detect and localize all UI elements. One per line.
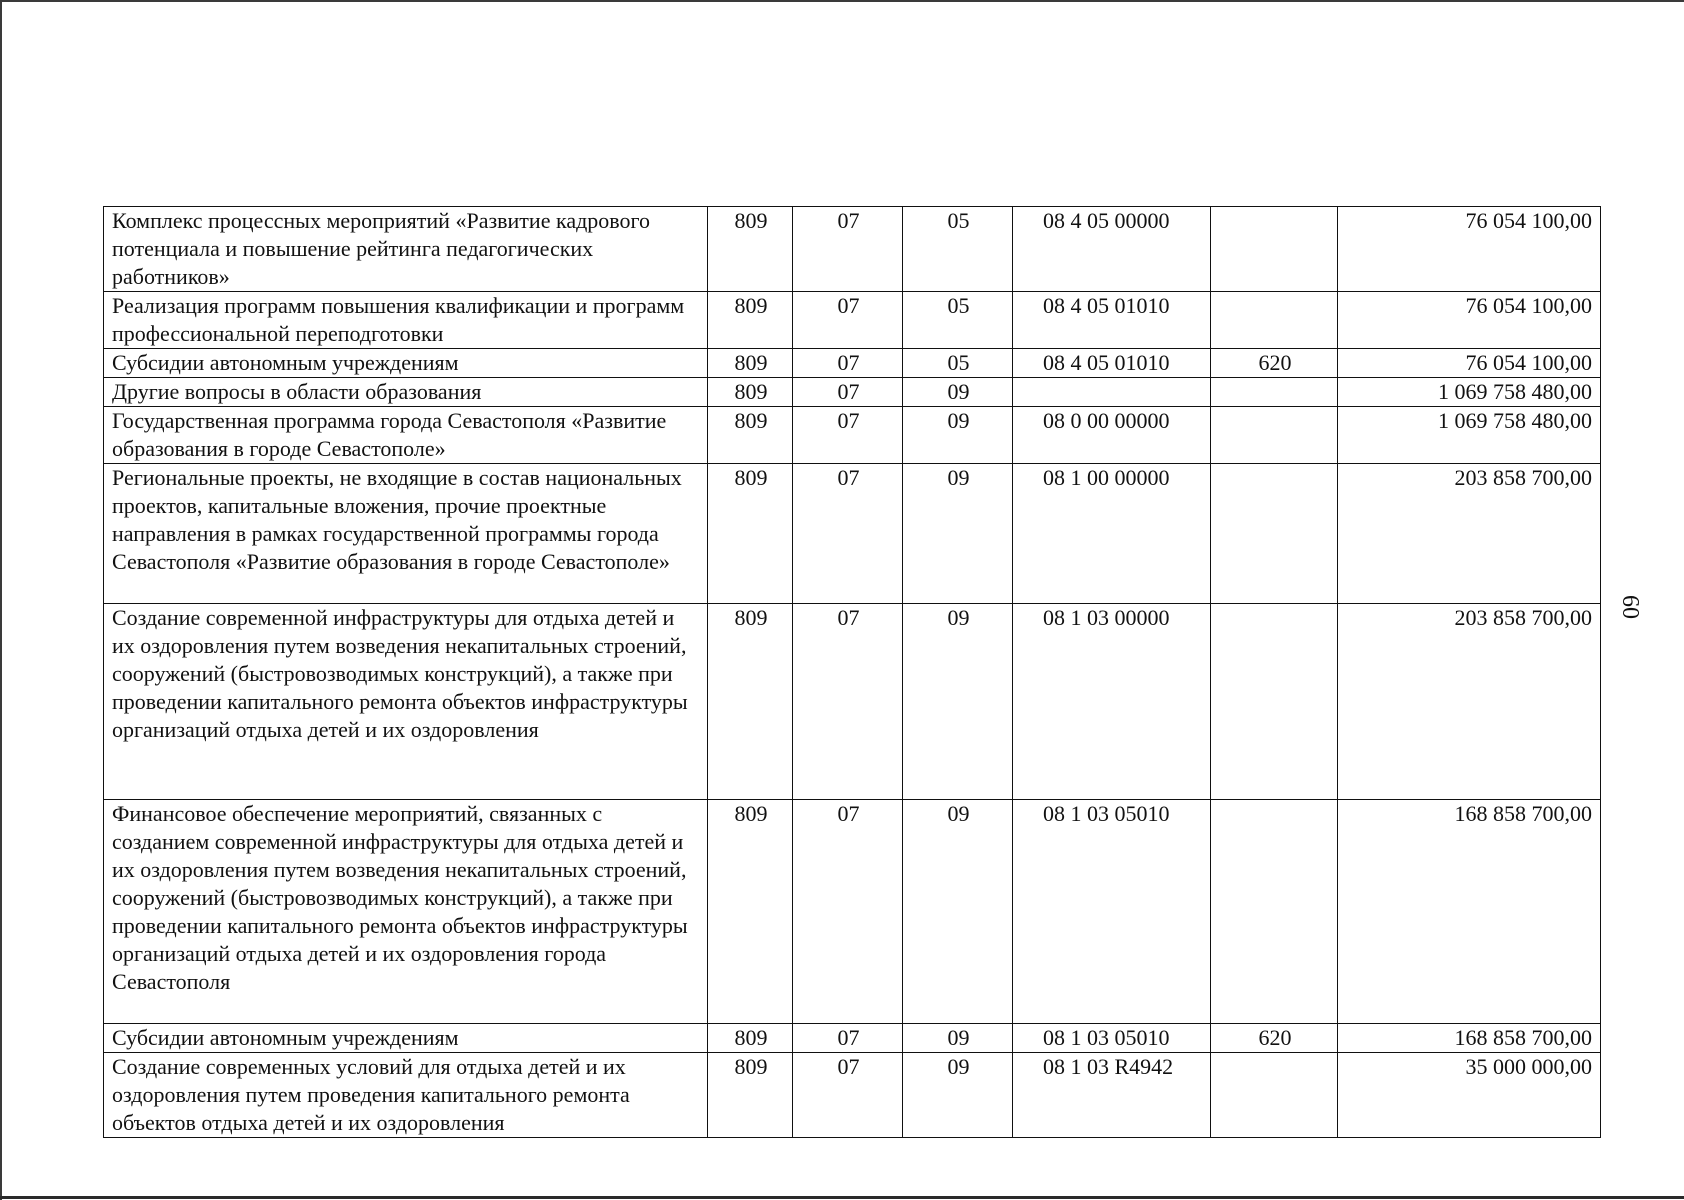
cell-ved: 809: [708, 604, 793, 800]
cell-rz: 07: [793, 207, 903, 292]
cell-ved: 809: [708, 407, 793, 464]
cell-pr: 05: [903, 349, 1013, 378]
cell-pr: 09: [903, 1053, 1013, 1138]
cell-sum: 168 858 700,00: [1338, 800, 1601, 1024]
cell-csr: [1013, 378, 1211, 407]
cell-vr: [1211, 292, 1338, 349]
cell-csr: 08 4 05 01010: [1013, 349, 1211, 378]
table-row: [104, 1053, 1601, 1138]
cell-sum: 203 858 700,00: [1338, 464, 1601, 604]
cell-sum: 76 054 100,00: [1338, 292, 1601, 349]
cell-pr: 05: [903, 207, 1013, 292]
cell-pr: 09: [903, 800, 1013, 1024]
cell-ved: 809: [708, 1053, 793, 1138]
cell-ved: 809: [708, 207, 793, 292]
table-row: [104, 407, 1601, 464]
cell-sum: 76 054 100,00: [1338, 349, 1601, 378]
cell-name: Субсидии автономным учреждениям: [104, 349, 708, 378]
page-number: 60: [1617, 595, 1643, 619]
cell-vr: [1211, 378, 1338, 407]
cell-sum: 76 054 100,00: [1338, 207, 1601, 292]
cell-name: Финансовое обеспечение мероприятий, связанных с созданием современной инфраструктуры для отдыха детей и их оздоровления путем возведения некапитальных строений, сооружений (быстровозводимых конструкций), а также при проведении капитального ремонта объектов инфраструктуры организаций отдыха детей и их оздоровления города Севастополя: [104, 800, 708, 1024]
cell-name: Создание современной инфраструктуры для отдыха детей и их оздоровления путем возведения некапитальных строений, сооружений (быстровозводимых конструкций), а также при проведении капитального ремонта объектов инфраструктуры организаций отдыха детей и их оздоровления: [104, 604, 708, 800]
table-row: [104, 378, 1601, 407]
scan-edge-left: [0, 0, 2, 1200]
cell-name: Создание современных условий для отдыха детей и их оздоровления путем проведения капитального ремонта объектов отдыха детей и их оздоровления: [104, 1053, 708, 1138]
table-row: [104, 604, 1601, 800]
cell-rz: 07: [793, 378, 903, 407]
cell-vr: [1211, 407, 1338, 464]
cell-vr: [1211, 1053, 1338, 1138]
cell-ved: 809: [708, 349, 793, 378]
table-row: [104, 207, 1601, 292]
cell-sum: 203 858 700,00: [1338, 604, 1601, 800]
cell-vr: [1211, 604, 1338, 800]
cell-name: Комплекс процессных мероприятий «Развитие кадрового потенциала и повышение рейтинга педагогических работников»: [104, 207, 708, 292]
cell-rz: 07: [793, 1024, 903, 1053]
cell-ved: 809: [708, 378, 793, 407]
cell-ved: 809: [708, 292, 793, 349]
cell-pr: 09: [903, 378, 1013, 407]
table-row: [104, 800, 1601, 1024]
cell-pr: 09: [903, 604, 1013, 800]
cell-pr: 05: [903, 292, 1013, 349]
table-row: [104, 464, 1601, 604]
cell-csr: 08 0 00 00000: [1013, 407, 1211, 464]
cell-sum: 168 858 700,00: [1338, 1024, 1601, 1053]
cell-ved: 809: [708, 800, 793, 1024]
cell-rz: 07: [793, 464, 903, 604]
cell-csr: 08 1 03 R4942: [1013, 1053, 1211, 1138]
cell-csr: 08 4 05 01010: [1013, 292, 1211, 349]
scan-edge-top: [0, 0, 1684, 2]
cell-pr: 09: [903, 407, 1013, 464]
cell-name: Региональные проекты, не входящие в состав национальных проектов, капитальные вложения, прочие проектные направления в рамках государственной программы города Севастополя «Развитие образования в городе Севастополе»: [104, 464, 708, 604]
cell-vr: 620: [1211, 1024, 1338, 1053]
cell-pr: 09: [903, 464, 1013, 604]
cell-sum: 1 069 758 480,00: [1338, 378, 1601, 407]
cell-sum: 1 069 758 480,00: [1338, 407, 1601, 464]
cell-name: Реализация программ повышения квалификации и программ профессиональной переподготовки: [104, 292, 708, 349]
cell-csr: 08 1 00 00000: [1013, 464, 1211, 604]
cell-csr: 08 1 03 05010: [1013, 800, 1211, 1024]
cell-rz: 07: [793, 292, 903, 349]
table-row: [104, 1024, 1601, 1053]
cell-rz: 07: [793, 349, 903, 378]
cell-name: Другие вопросы в области образования: [104, 378, 708, 407]
scan-edge-bottom: [0, 1196, 1684, 1199]
cell-vr: [1211, 464, 1338, 604]
cell-rz: 07: [793, 407, 903, 464]
cell-pr: 09: [903, 1024, 1013, 1053]
cell-sum: 35 000 000,00: [1338, 1053, 1601, 1138]
cell-csr: 08 1 03 00000: [1013, 604, 1211, 800]
cell-rz: 07: [793, 604, 903, 800]
cell-vr: [1211, 800, 1338, 1024]
cell-rz: 07: [793, 800, 903, 1024]
budget-table: [103, 206, 1601, 1138]
table-row: [104, 292, 1601, 349]
cell-name: Субсидии автономным учреждениям: [104, 1024, 708, 1053]
cell-vr: [1211, 207, 1338, 292]
cell-csr: 08 1 03 05010: [1013, 1024, 1211, 1053]
cell-ved: 809: [708, 1024, 793, 1053]
cell-vr: 620: [1211, 349, 1338, 378]
table-row: [104, 349, 1601, 378]
cell-rz: 07: [793, 1053, 903, 1138]
cell-ved: 809: [708, 464, 793, 604]
cell-name: Государственная программа города Севастополя «Развитие образования в городе Севастополе»: [104, 407, 708, 464]
cell-csr: 08 4 05 00000: [1013, 207, 1211, 292]
